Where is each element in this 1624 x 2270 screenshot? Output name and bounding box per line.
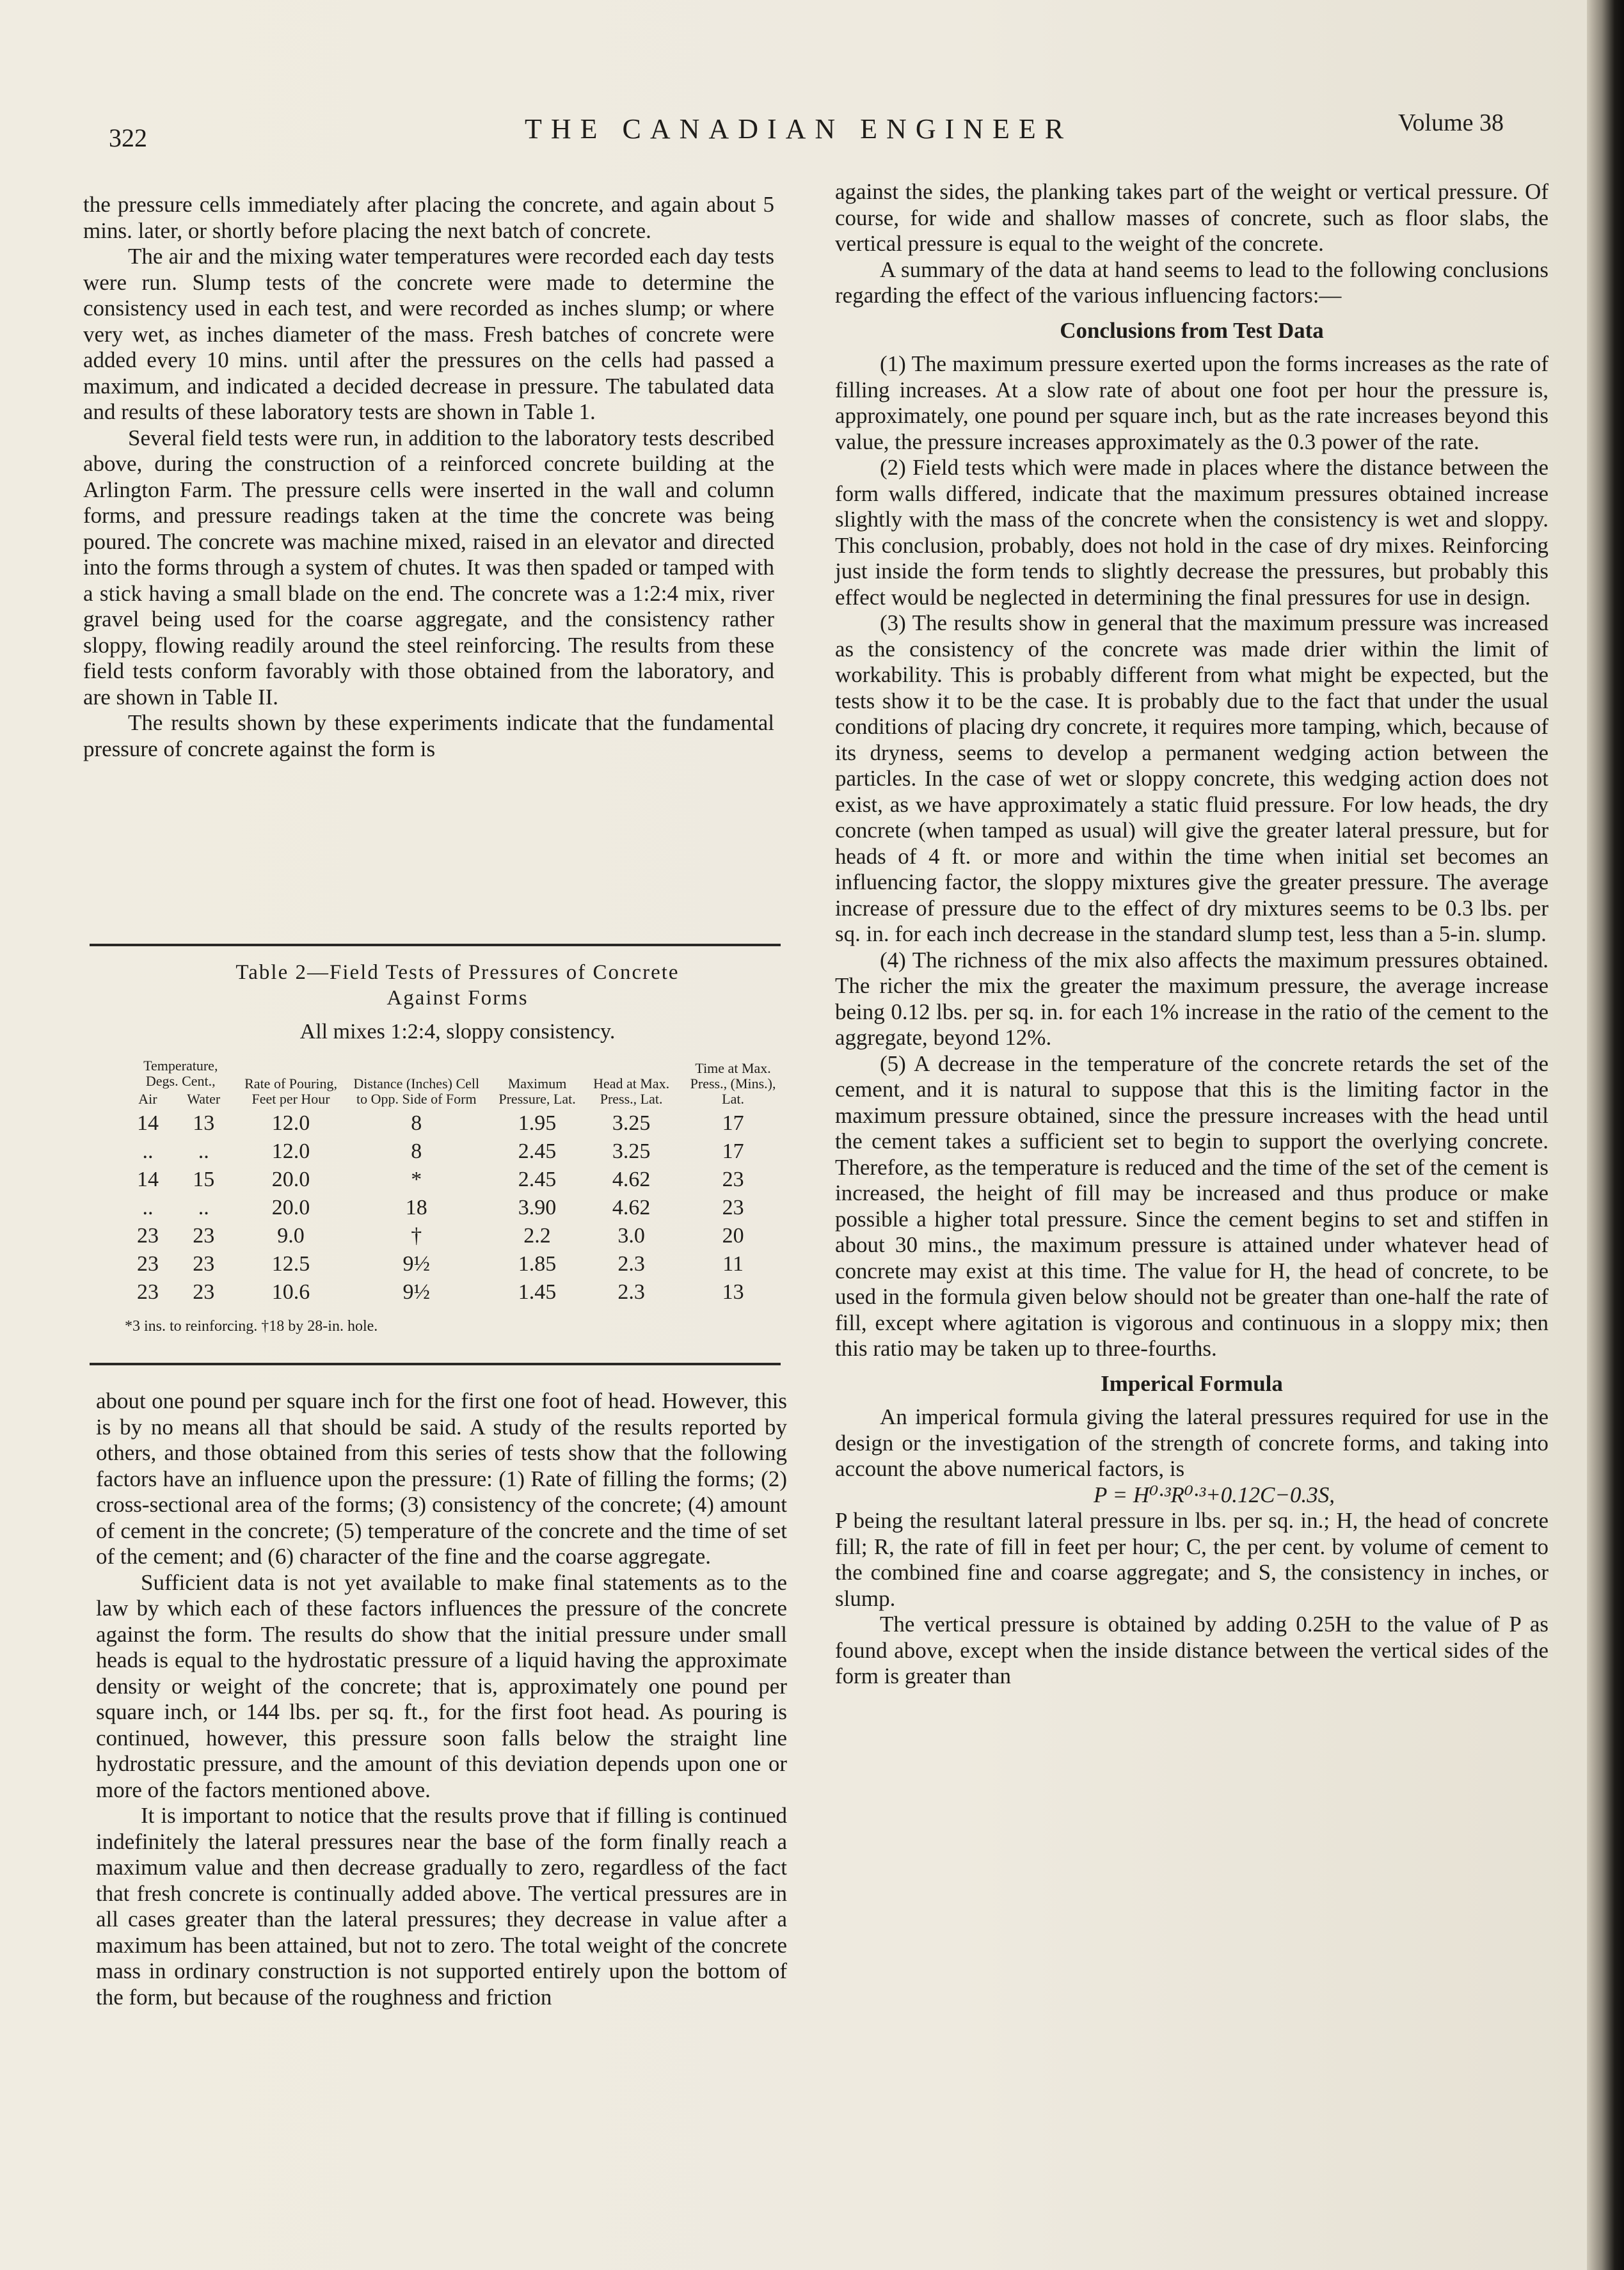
paragraph: The vertical pressure is obtained by adding 0.25H to the value of P as found above, except when the inside distance between the vertical sides of the form is greater than	[835, 1612, 1548, 1688]
formula: P = H⁰·³R⁰·³+0.12C−0.3S,	[1094, 1482, 1335, 1507]
table-cell: 17	[722, 1139, 744, 1163]
table-cell: †	[411, 1224, 422, 1248]
table-cell: 20.0	[271, 1168, 310, 1191]
table-cell: 13	[193, 1111, 215, 1135]
paragraph: Sufficient data is not yet available to make final statements as to the law by which each of these factors influences the pressure of the concrete against the form. The results do show that the initial pressure under small heads is equal to the hydrostatic pressure of a liquid having the approximate density or weight of the concrete; that is, approximately one pound per square inch, or 144 lbs. per sq. ft., for the first foot head. As pouring is continued, however, this pressure soon falls below the straight line hydrostatic pressure, and the amount of this deviation depends upon one or more of the factors mentioned above.	[96, 1569, 787, 1802]
table-cell: 10.6	[271, 1280, 310, 1304]
table-2	[125, 960, 790, 1335]
table-cell: 1.85	[518, 1252, 557, 1276]
table-title-line-2: Against Forms	[386, 987, 529, 1010]
table-cell: 2.45	[518, 1139, 557, 1163]
table-cell: 13	[722, 1280, 744, 1304]
table-cell: 23	[193, 1224, 215, 1248]
table-cell: 2.45	[518, 1168, 557, 1191]
table-cell: 23	[722, 1196, 744, 1219]
volume-label: Volume 38	[1397, 109, 1504, 136]
table-row	[125, 1166, 790, 1194]
table-row	[125, 1138, 790, 1166]
page-number: 322	[109, 123, 147, 152]
table-cell: 20.0	[271, 1196, 310, 1219]
table-title	[125, 960, 790, 1011]
table-cell: 1.45	[518, 1280, 557, 1304]
table-cell: 8	[411, 1139, 422, 1163]
conclusion-4: (4) The richness of the mix also affects the maximum pressures obtained. The richer the mix the greater the maximum pressure, the average increase being 0.12 lbs. per sq. in. for each 1% increase in the ratio of the cement to the aggregate, beyond 12%.	[835, 947, 1548, 1050]
header-time: Time at Max. Press., (Mins.), Lat.	[690, 1060, 776, 1107]
table-subtitle: All mixes 1:2:4, sloppy consistency.	[299, 1020, 616, 1044]
table-cell: *	[411, 1168, 422, 1191]
paragraph: against the sides, the planking takes part of the weight or vertical pressure. Of course, for wide and shallow masses of concrete, such as floor slabs, the vertical pressure is equal to the weight of the concrete.	[835, 179, 1548, 256]
left-column-top	[83, 192, 774, 762]
table-cell: ..	[198, 1139, 209, 1163]
header-water: Water	[187, 1091, 221, 1107]
table-cell: 9.0	[277, 1224, 305, 1248]
table-cell: 17	[722, 1111, 744, 1135]
book-spine-shadow	[1587, 0, 1624, 2270]
journal-title: THE CANADIAN ENGINEER	[525, 113, 1073, 145]
table-cell: 3.25	[612, 1111, 651, 1135]
table-body	[125, 1109, 790, 1306]
table-cell: 14	[136, 1111, 159, 1135]
table-cell: 9½	[402, 1252, 431, 1276]
header-temperature: Temperature, Degs. Cent.,	[143, 1058, 218, 1089]
table-cell: 23	[136, 1224, 159, 1248]
table-cell: 12.0	[271, 1139, 310, 1163]
table-cell: 18	[405, 1196, 427, 1219]
paragraph: The air and the mixing water temperatures were recorded each day tests were run. Slump tests of the concrete were made to determine the consistency used in each test, and were recorded as inches slump; or where very wet, as inches diameter of the mass. Fresh batches of concrete were added every 10 mins. until after the pressures on the cells had passed a maximum, and indicated a decided decrease in pressure. The tabulated data and results of these laboratory tests are shown in Table 1.	[83, 244, 774, 424]
paragraph: about one pound per square inch for the first one foot of head. However, this is by no means all that should be said. A study of the results reported by others, and those obtained from this series of tests show that the following factors have an influence upon the pressure: (1) Rate of filling the forms; (2) cross-sectional area of the forms; (3) consistency of the concrete; (4) amount of cement in the concrete; (5) temperature of the concrete and the time of set of the cement; and (6) character of the fine and the coarse aggregate.	[96, 1388, 787, 1569]
table-row	[125, 1250, 790, 1278]
data-table	[125, 1058, 790, 1306]
table-row	[125, 1109, 790, 1138]
paragraph: The results shown by these experiments indicate that the fundamental pressure of concrete against the form is	[83, 710, 774, 761]
table-cell: 12.0	[271, 1111, 310, 1135]
header-distance: Distance (Inches) Cell to Opp. Side of Form	[353, 1075, 480, 1107]
page-header	[109, 109, 1536, 154]
table-footnote: *3 ins. to reinforcing. †18 by 28-in. hole.	[125, 1318, 378, 1335]
table-top-rule	[90, 944, 781, 946]
table-cell: 12.5	[271, 1252, 310, 1276]
paragraph: the pressure cells immediately after placing the concrete, and again about 5 mins. later, or shortly before placing the next batch of concrete.	[83, 192, 774, 243]
table-cell: 23	[193, 1252, 215, 1276]
formula-heading: Imperical Formula	[1101, 1370, 1283, 1396]
table-cell: 20	[722, 1224, 744, 1248]
table-cell: 15	[193, 1168, 215, 1191]
formula-explanation: P being the resultant lateral pressure in lbs. per sq. in.; H, the head of concrete fill; R, the rate of fill in feet per hour; C, the per cent. by volume of cement to the combined fine and coarse aggregate; and S, the consistency in inches, or slump.	[835, 1508, 1548, 1611]
table-cell: 3.25	[612, 1139, 651, 1163]
table-cell: ..	[142, 1139, 154, 1163]
table-cell: 9½	[402, 1280, 431, 1304]
table-bottom-rule	[90, 1363, 781, 1365]
paragraph: Several field tests were run, in addition to the laboratory tests described above, during the construction of a reinforced concrete building at the Arlington Farm. The pressure cells were inserted in the wall and column forms, and pressure readings taken at the time the concrete was being poured. The concrete was machine mixed, raised in an elevator and directed into the forms through a system of chutes. It was then spaded or tamped with a stick having a small blade on the end. The concrete was a 1:2:4 mix, river gravel being used for the coarse aggregate, and the consistency rather sloppy, flowing readily around the steel reinforcing. The results from these field tests conform favorably with those obtained from the laboratory, and are shown in Table II.	[83, 425, 774, 710]
table-cell: 1.95	[518, 1111, 557, 1135]
table-cell: 23	[136, 1280, 159, 1304]
conclusions-heading: Conclusions from Test Data	[1060, 317, 1324, 343]
header-air: Air	[138, 1091, 157, 1107]
header-head: Head at Max. Press., Lat.	[593, 1075, 670, 1107]
table-cell: 2.3	[617, 1252, 645, 1276]
table-cell: 23	[193, 1280, 215, 1304]
right-column	[835, 179, 1548, 1690]
table-title-line-1: Table 2—Field Tests of Pressures of Concrete	[235, 961, 680, 984]
table-cell: 14	[136, 1168, 159, 1191]
table-cell: 4.62	[612, 1196, 651, 1219]
table-cell: 23	[136, 1252, 159, 1276]
table-cell: 4.62	[612, 1168, 651, 1191]
formula-intro: An imperical formula giving the lateral pressures required for use in the design or the investigation of the strength of concrete forms, and taking into account the above numerical factors, is	[835, 1404, 1548, 1481]
table-row	[125, 1222, 790, 1250]
paragraph: A summary of the data at hand seems to lead to the following conclusions regarding the effect of the various influencing factors:—	[835, 257, 1548, 308]
table-cell: ..	[142, 1196, 154, 1219]
table-cell: ..	[198, 1196, 209, 1219]
table-row	[125, 1278, 790, 1306]
table-cell: 2.2	[523, 1224, 551, 1248]
conclusion-3: (3) The results show in general that the maximum pressure was increased as the consistency of the concrete was made drier within the limit of workability. This is probably different from what might be expected, but the tests show it to be the case. It is probably due to the fact that under the usual conditions of placing dry concrete, it requires more tamping, which, because of its dryness, seems to develop a permanent wedging action between the particles. In the case of wet or sloppy concrete, this wedging action does not exist, as we have approximately a static fluid pressure. For low heads, the dry concrete (when tamped as usual) will give the greater lateral pressure, but for heads of 4 ft. or more and within the time when initial set becomes an influencing factor, the sloppy mixtures give the greater pressure. The average increase of pressure due to the effect of dry mixtures seems to be 0.3 lbs. per sq. in. for each inch decrease in the standard slump test, less than a 5-in. slump.	[835, 610, 1548, 946]
table-row	[125, 1194, 790, 1222]
header-rate: Rate of Pouring, Feet per Hour	[244, 1075, 337, 1107]
table-cell: 8	[411, 1111, 422, 1135]
table-cell: 3.0	[617, 1224, 645, 1248]
conclusion-1: (1) The maximum pressure exerted upon the forms increases as the rate of filling increases. At a slow rate of about one foot per hour the pressure is, approximately, one pound per square inch, but as the rate increases beyond this value, the pressure increases approximately as the 0.3 power of the rate.	[835, 351, 1548, 454]
conclusion-2: (2) Field tests which were made in places where the distance between the form walls differed, indicate that the maximum pressures obtained increase slightly with the mass of the concrete when the consistency is wet and sloppy. This conclusion, probably, does not hold in the case of dry mixes. Reinforcing just inside the form tends to slightly decrease the pressures, but probably this effect would be neglected in determining the final pressures for use in design.	[835, 455, 1548, 610]
table-cell: 23	[722, 1168, 744, 1191]
table-cell: 2.3	[617, 1280, 645, 1304]
table-cell: 11	[722, 1252, 744, 1276]
header-max-pressure: Maximum Pressure, Lat.	[498, 1075, 576, 1107]
paragraph: It is important to notice that the results prove that if filling is continued indefinitely the lateral pressures near the base of the form finally reach a maximum value and then decrease gradually to zero, regardless of the fact that fresh concrete is continually added above. The vertical pressures are in all cases greater than the lateral pressures; they decrease in value after a maximum has been attained, but not to zero. The total weight of the concrete mass in ordinary construction is not supported entirely upon the bottom of the form, but because of the roughness and friction	[96, 1803, 787, 2010]
table-cell: 3.90	[518, 1196, 557, 1219]
left-column-bottom	[96, 1388, 787, 2010]
conclusion-5: (5) A decrease in the temperature of the concrete retards the set of the cement, and it is natural to suppose that this is the limiting factor in the maximum pressure obtained, since the pressure increases with the head until the cement takes a sufficient set to begin to support the overlying concrete. Therefore, as the temperature is reduced and the time of the set of the cement is increased, the height of fill may be increased and thus produce or make possible a higher total pressure. Since the cement begins to set and stiffen in about 30 mins., the maximum pressure is attained under whatever head of concrete may exist at this time. The value for H, the head of concrete, to be used in the formula given below should not be greater than one-half the rate of fill, except where agitation is vigorous and continuous in a sloppy mix; then this ratio may be taken up to three-fourths.	[835, 1051, 1548, 1361]
